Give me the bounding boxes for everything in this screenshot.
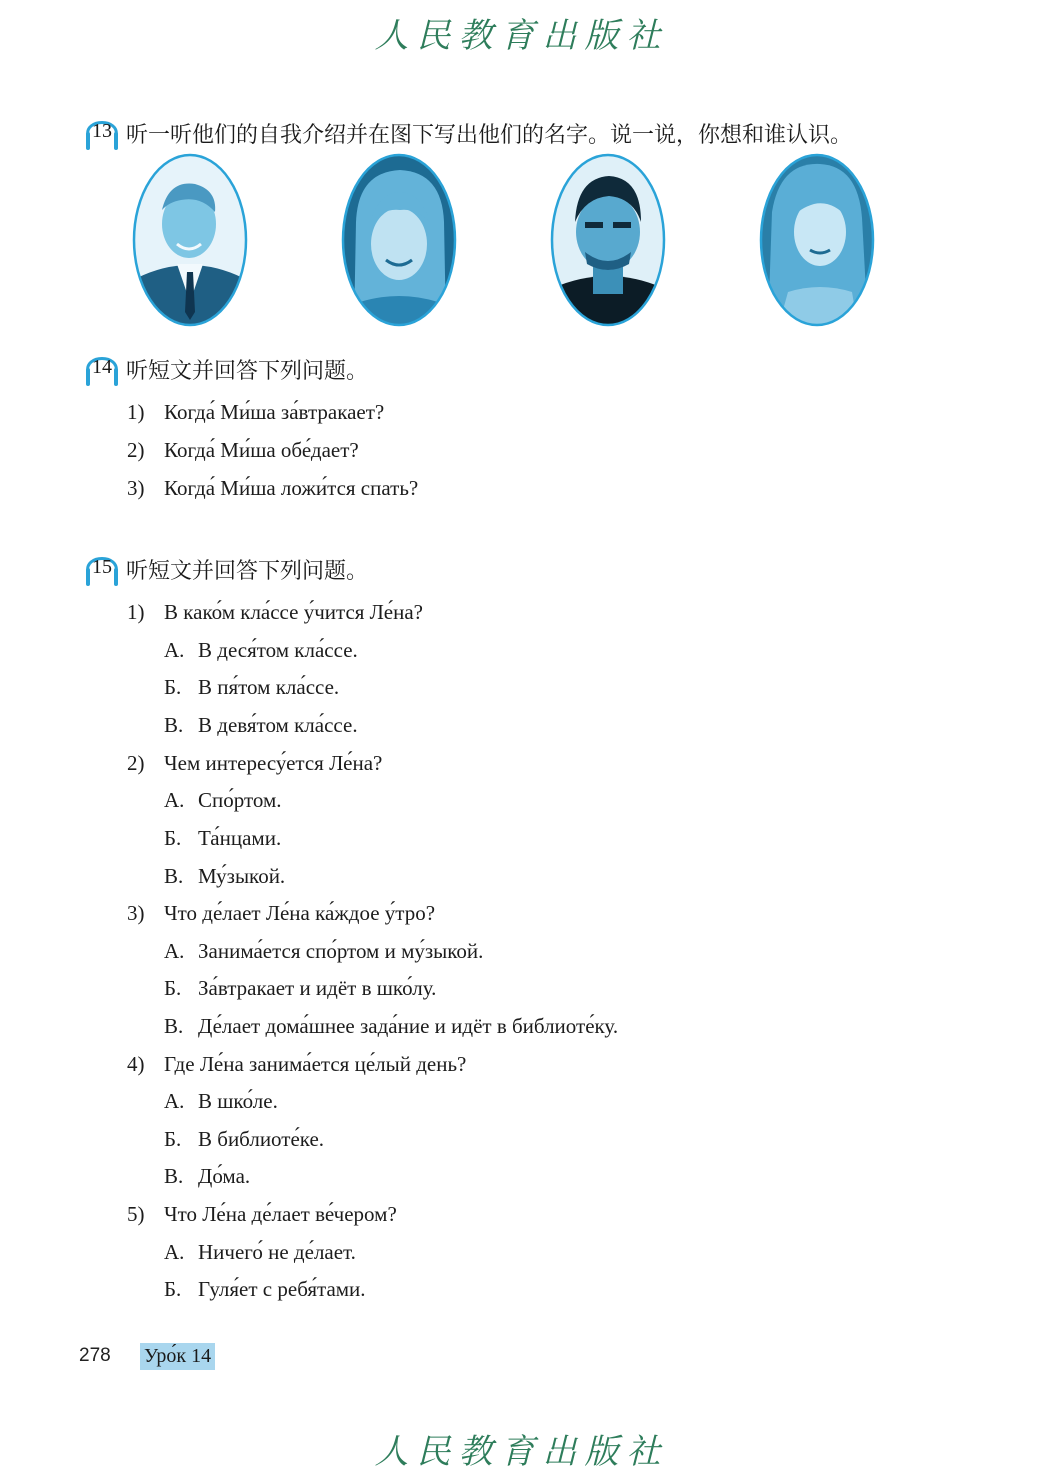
publisher-logo: 人民教育出版社 <box>374 16 669 56</box>
publisher-logo: 人民教育出版社 <box>374 1432 669 1472</box>
task-instruction: 听一听他们的自我介绍并在图下写出他们的名字。说一说，你想和谁认识。 <box>126 123 853 148</box>
question-number: 2) <box>127 751 145 775</box>
question-number: 3) <box>127 901 145 925</box>
portrait-man-in-suit-icon <box>131 152 249 328</box>
listening-icon <box>82 546 122 590</box>
portrait-young-woman-icon <box>758 152 876 328</box>
option-text: Гуля́ет с ребя́тами. <box>198 1277 366 1301</box>
option-text: Занима́ется спо́ртом и му́зыкой. <box>198 939 484 963</box>
option-letter: Б. <box>164 1127 182 1151</box>
option-letter: А. <box>164 939 185 963</box>
option-letter: В. <box>164 864 184 888</box>
question-text: Что Ле́на де́лает ве́чером? <box>164 1202 397 1226</box>
option-letter: Б. <box>164 826 182 850</box>
option-letter: А. <box>164 1089 185 1113</box>
option-text: В деся́том кла́ссе. <box>198 638 358 662</box>
portrait-gallery <box>0 152 1043 330</box>
option-text: Та́нцами. <box>198 826 282 850</box>
question-text: Когда́ Ми́ша ложи́тся спать? <box>164 476 419 500</box>
option-text: Му́зыкой. <box>198 864 286 888</box>
task-instruction: 听短文并回答下列问题。 <box>126 559 369 584</box>
question-number: 1) <box>127 600 145 624</box>
option-text: В библиоте́ке. <box>198 1127 325 1151</box>
option-text: Де́лает дома́шнее зада́ние и идёт в библиоте́ку. <box>198 1014 619 1038</box>
option-letter: В. <box>164 1164 184 1188</box>
question-text: Где Ле́на занима́ется це́лый день? <box>164 1052 467 1076</box>
lesson-label: Уро́к 14 <box>140 1343 215 1370</box>
portrait-girl-icon <box>340 152 458 328</box>
question-text: Когда́ Ми́ша за́втракает? <box>164 400 385 424</box>
option-text: В девя́том кла́ссе. <box>198 713 358 737</box>
question-number: 5) <box>127 1202 145 1226</box>
option-text: Спо́ртом. <box>198 788 282 812</box>
question-text: В како́м кла́ссе у́чится Ле́на? <box>164 600 423 624</box>
listening-icon <box>82 110 122 154</box>
option-letter: А. <box>164 788 185 812</box>
question-text: Чем интересу́ется Ле́на? <box>164 751 383 775</box>
task-number: 14 <box>92 356 112 378</box>
option-letter: А. <box>164 1240 185 1264</box>
option-text: В шко́ле. <box>198 1089 278 1113</box>
option-letter: В. <box>164 1014 184 1038</box>
option-letter: А. <box>164 638 185 662</box>
portrait-young-man-icon <box>549 152 667 328</box>
question-text: Когда́ Ми́ша обе́дает? <box>164 438 359 462</box>
page-number: 278 <box>79 1345 111 1366</box>
question-number: 4) <box>127 1052 145 1076</box>
option-letter: Б. <box>164 1277 182 1301</box>
option-letter: В. <box>164 713 184 737</box>
option-text: Ничего́ не де́лает. <box>198 1240 356 1264</box>
option-text: За́втракает и идёт в шко́лу. <box>198 976 437 1000</box>
task-instruction: 听短文并回答下列问题。 <box>126 359 369 384</box>
question-number: 2) <box>127 438 145 462</box>
question-number: 3) <box>127 476 145 500</box>
listening-icon <box>82 346 122 390</box>
option-letter: Б. <box>164 675 182 699</box>
task-number: 15 <box>92 556 112 578</box>
question-text: Что де́лает Ле́на ка́ждое у́тро? <box>164 901 436 925</box>
option-text: В пя́том кла́ссе. <box>198 675 340 699</box>
question-number: 1) <box>127 400 145 424</box>
option-letter: Б. <box>164 976 182 1000</box>
task-number: 13 <box>92 120 112 142</box>
option-text: До́ма. <box>198 1164 251 1188</box>
